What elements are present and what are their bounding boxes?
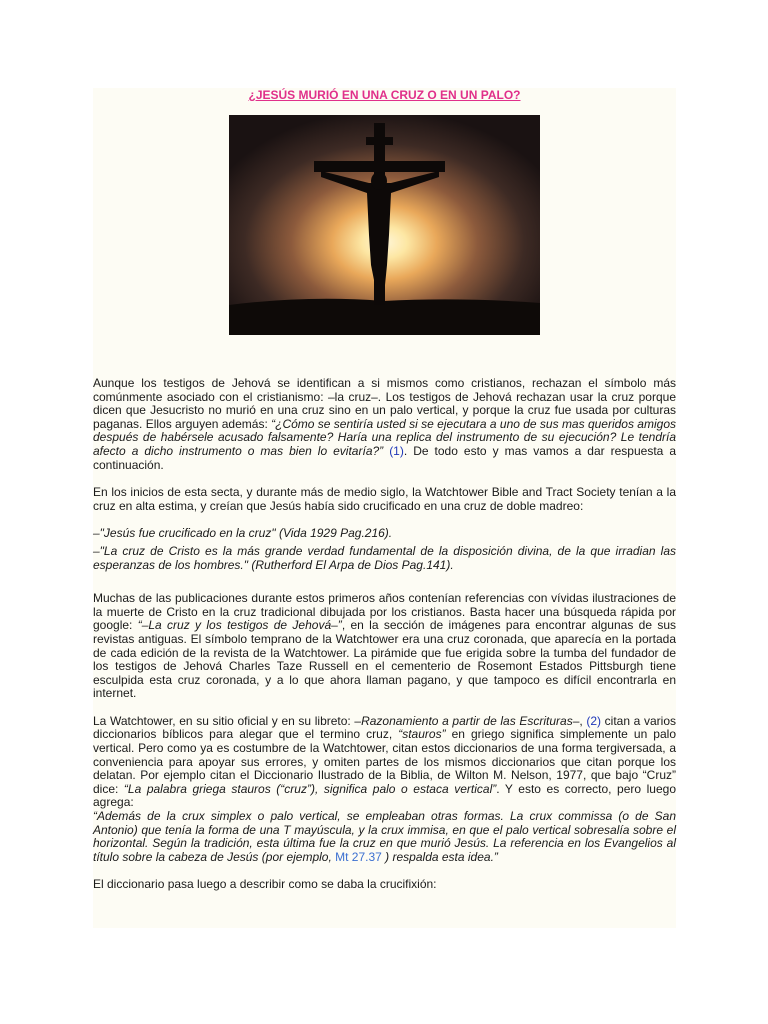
quote-text: –"Jesús fue crucificado en la cruz" (Vida 1929 Pag.216). [93, 526, 393, 541]
text-run: –, [572, 713, 587, 728]
bible-reference-link[interactable]: Mt 27.37 [335, 849, 382, 864]
article-body [93, 377, 676, 892]
text-run: en griego significa simplemente un palo vertical. Pero como ya es costumbre de la Watchtower, citan estos diccionarios de una forma tergiversada, a conveniencia para apoyar sus errores, y omiten partes de los mismos diccionarios que citan porque los delatan. Por ejemplo citan el Diccionario Ilustrado de la Biblia, de Wilton M. Nelson, 1977, que bajo “Cruz” dice: [93, 727, 676, 796]
quote-rutherford [93, 545, 676, 572]
paragraph-crucifixion: El diccionario pasa luego a describir como se daba la crucifixión: [93, 877, 437, 892]
quote-text: –"La cruz de Cristo es la más grande verdad fundamental de la disposición divina, de la que irradian las esperanzas de los hombres." (Rutherford El Arpa de Dios Pag.141). [93, 543, 676, 572]
dictionary-quote: “La palabra griega stauros (“cruz”), significa palo o estaca vertical” [123, 781, 497, 796]
text-run: La Watchtower, en su sitio oficial y en su libreto: – [93, 713, 362, 728]
document-title: ¿JESÚS MURIÓ EN UNA CRUZ O EN UN PALO? [248, 88, 521, 102]
text-run: Muchas de las publicaciones durante estos primeros años contenían referencias con vívidas ilustraciones de la muerte de Cristo en la cruz tradicional dibujada por los cristianos. Basta hacer una búsqueda rápida por google: [93, 591, 676, 633]
dictionary-quote-extended: “Además de la crux simplex o palo vertical, se empleaban otras formas. La crux commissa (o de San Antonio) que tenía la forma de una T mayúscula, y la crux immisa, en que el palo vertical sobresalía sobre el horizontal. Según la tradición, esta última fue la cruz en que murió Jesús. La referencia en los Evangelios al título sobre la cabeza de Jesús (por ejemplo, [93, 809, 676, 864]
text-run: . Y esto es correcto, pero luego agrega: [93, 781, 676, 810]
dictionary-quote-end: ) respalda esta idea.” [381, 849, 498, 864]
document-page [93, 88, 676, 928]
text-run: citan a varios diccionarios bíblicos para alegar que el termino cruz, [93, 713, 676, 742]
jw-quote: “¿Cómo se sentiría usted si se ejecutara a uno de sus mas queridos amigos después de habérsele acusado falsamente? Haría una replica del instrumento de su ejecución? Le tendría afecto a dicho instrumento o mas bien lo evitaría?” [93, 416, 676, 458]
text-run: Aunque los testigos de Jehová se identifican a si mismos como cristianos, rechazan el símbolo más comúnmente asociado con el cristianismo: –la cruz–. Los testigos de Jehová rechazan usar la cruz porque dicen que Jesucristo no murió en una cruz sino en un palo vertical, y porque la cruz fue usada por culturas paganas. Ellos arguyen además: [93, 376, 676, 431]
text-run: , en la sección de imágenes para encontrar algunas de sus revistas antiguas. El símbolo temprano de la Watchtower era una cruz coronada, que aparecía en la portada de cada edición de la revista de la Watchtower. La pirámide que fue erigida sobre la tumba del fundador de los testigos de Jehová Charles Taze Russell en el cementerio de Rosemont Estados Pittsburgh tiene esculpida esta cruz coronada, y a lo que ahora llaman pagano, y que tampoco es difícil encontrarla en internet. [93, 618, 677, 701]
paragraph-watchtower [93, 715, 676, 865]
paragraph-history: En los inicios de esta secta, y durante más de medio siglo, la Watchtower Bible and Tract Society tenían a la cruz en alta estima, y creían que Jesús había sido crucificado en una cruz de doble madreo: [93, 485, 676, 513]
crucifix-sunset-photo [229, 115, 540, 335]
text-run: . De todo esto y mas vamos a dar respuesta a continuación. [93, 443, 677, 472]
paragraph-publications [93, 592, 676, 701]
search-phrase: “–La cruz y los testigos de Jehová–” [137, 618, 342, 633]
book-title: Razonamiento a partir de las Escrituras [361, 713, 573, 728]
quote-vida [93, 527, 676, 541]
reference-link-1[interactable]: (1) [389, 443, 404, 458]
greek-term: “stauros” [398, 727, 446, 742]
reference-link-2[interactable]: (2) [586, 713, 602, 728]
paragraph-intro [93, 377, 676, 472]
